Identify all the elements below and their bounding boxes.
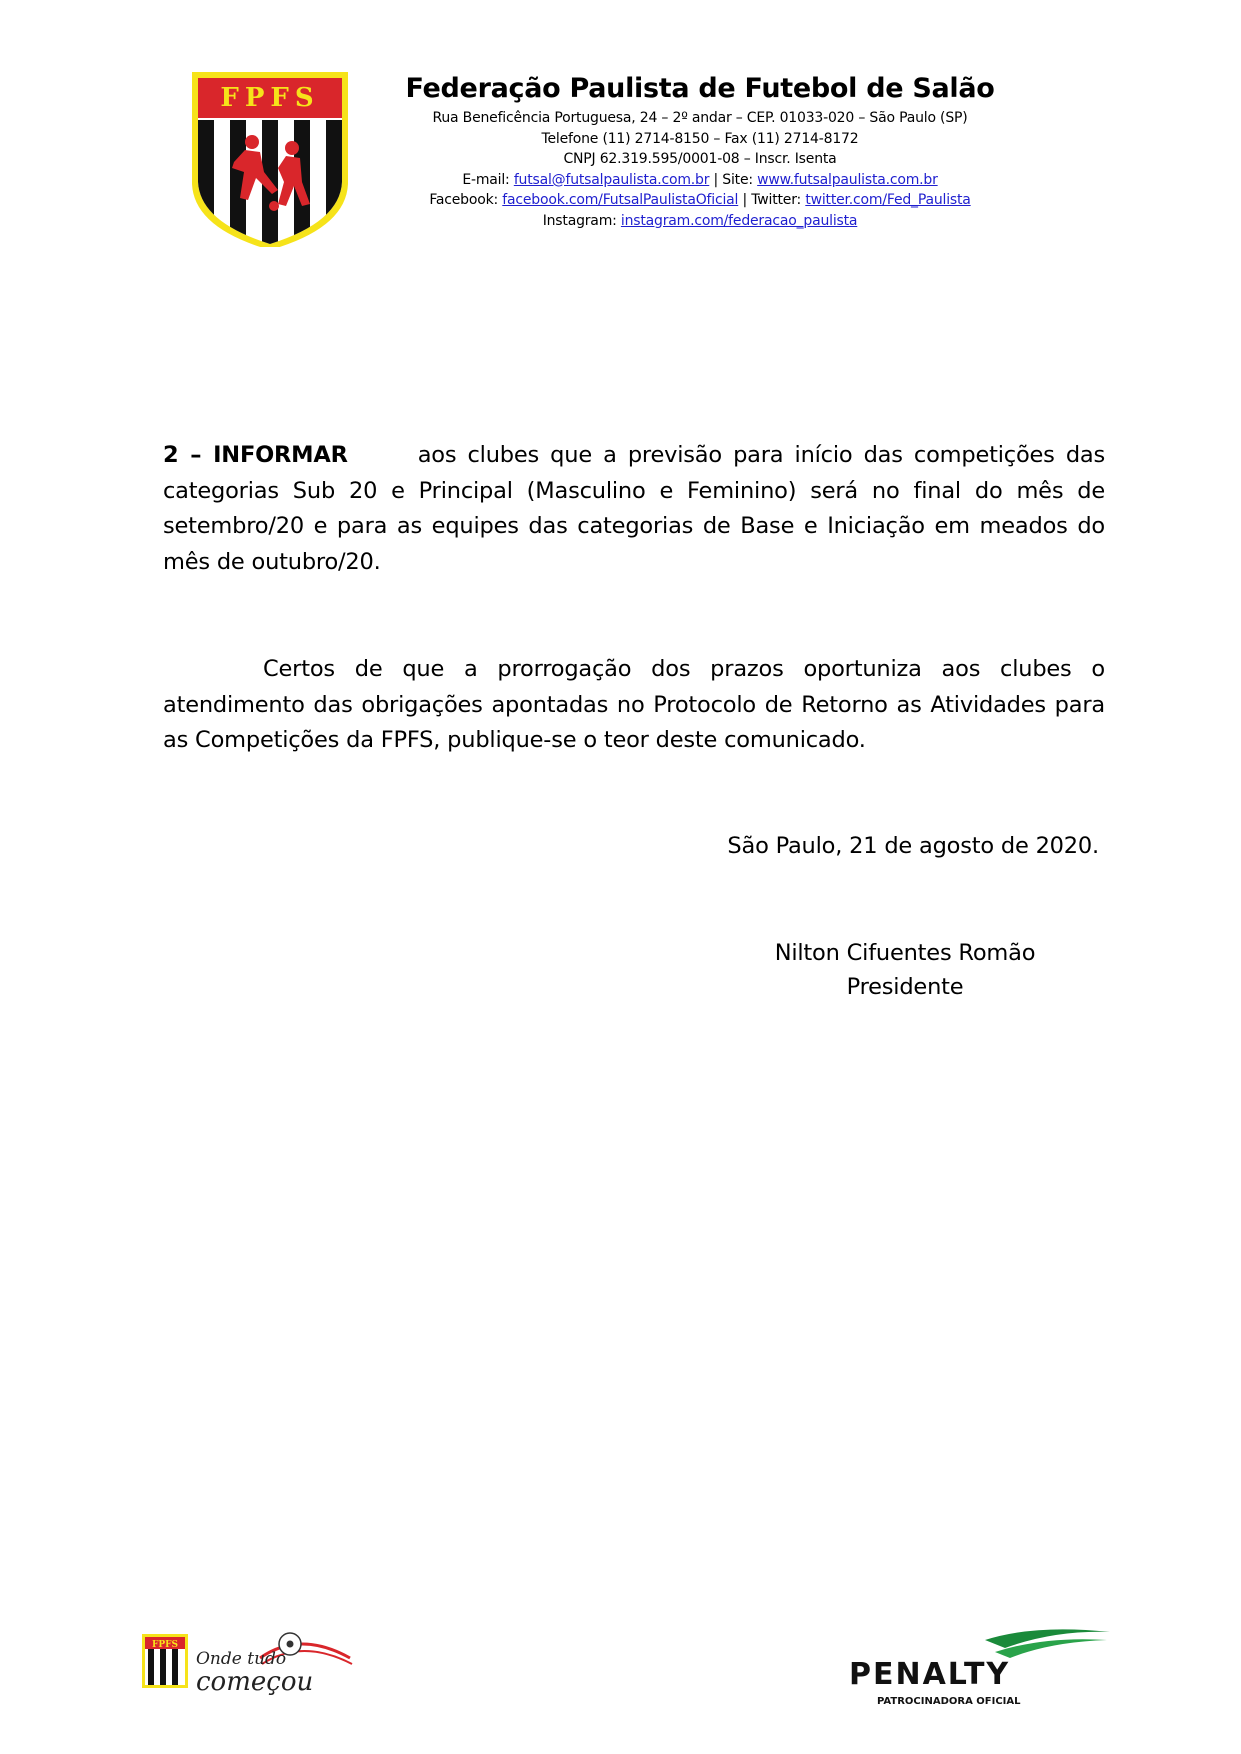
social-line [380,190,1020,211]
slogan-line1: Onde tudo [196,1649,287,1669]
sponsor-caption: PATROCINADORA OFICIAL [877,1696,1021,1707]
instagram-label: Instagram: [542,212,617,229]
closing-paragraph: Certos de que a prorrogação dos prazos oportuniza aos clubes o atendimento das obrigações apontadas no Protocolo de Retorno as Atividades para as Competições da FPFS, publique-se o teor deste comunicado. [163,656,1105,753]
email-site-line [380,170,1020,191]
signatory-name: Nilton Cifuentes Romão [774,940,1036,966]
cnpj-line: CNPJ 62.319.595/0001-08 – Inscr. Isenta [563,151,837,167]
fpfs-shield-logo [190,72,350,247]
letterhead [380,70,1020,231]
instagram-link[interactable]: instagram.com/federacao_paulista [620,212,858,229]
email-label: E-mail: [462,171,510,188]
instagram-line [380,211,1020,232]
signatory-title: Presidente [846,974,964,1000]
item-2-paragraph [163,438,1105,580]
item-label: 2 – INFORMAR [163,442,348,468]
org-name: Federação Paulista de Futebol de Salão [405,73,995,104]
twitter-label: | Twitter: [742,192,802,208]
facebook-link[interactable]: facebook.com/FutsalPaulistaOficial [502,192,739,208]
penalty-sponsor-logo [845,1622,1115,1712]
facebook-label: Facebook: [429,192,499,208]
date-line: São Paulo, 21 de agosto de 2020. [727,833,1099,859]
footer-logo-lettering: FPFS [151,1640,179,1650]
logo-lettering: FPFS [220,83,320,113]
signature-block [760,936,1050,1004]
site-link[interactable]: www.futsalpaulista.com.br [757,171,938,188]
site-label: | Site: [713,171,753,188]
item-text: aos clubes que a previsão para início das competições das categorias Sub 20 e Principal (Masculino e Feminino) será no final do mês de setembro/20 e para as equipes das categorias de Base e Iniciação em meados do mês de outubro/20. [163,442,1106,575]
onde-tudo-comecou-logo [140,1624,360,1704]
slogan-line2: começou [196,1667,314,1697]
sponsor-name: PENALTY [849,1657,1011,1692]
email-link[interactable]: futsal@futsalpaulista.com.br [513,171,710,188]
phone-line: Telefone (11) 2714-8150 – Fax (11) 2714-8172 [541,130,859,147]
twitter-link[interactable]: twitter.com/Fed_Paulista [805,192,971,208]
address-line: Rua Beneficência Portuguesa, 24 – 2º andar – CEP. 01033-020 – São Paulo (SP) [432,110,968,126]
